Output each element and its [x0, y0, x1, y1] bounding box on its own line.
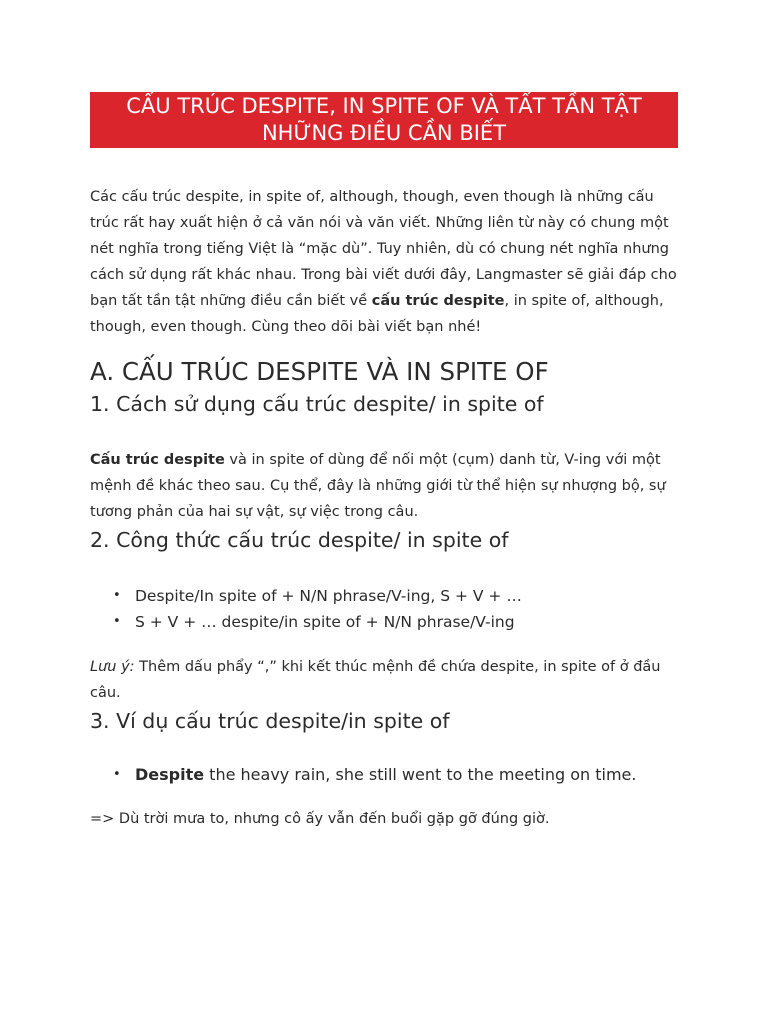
example-heading: 3. Ví dụ cấu trúc despite/in spite of [90, 709, 450, 733]
example-text: the heavy rain, she still went to the meeting on time. [204, 765, 637, 784]
example-list [90, 762, 678, 788]
section-a-heading: A. CẤU TRÚC DESPITE VÀ IN SPITE OF [90, 357, 549, 386]
usage-bold-keyword: Cấu trúc despite [90, 452, 225, 468]
example-translation: => Dù trời mưa to, nhưng cô ấy vẫn đến buổi gặp gỡ đúng giờ. [90, 811, 550, 827]
formula-text: Despite/In spite of + N/N phrase/V-ing, S + V + … [135, 587, 522, 605]
list-item [113, 609, 678, 635]
list-item [113, 762, 678, 788]
intro-paragraph [90, 184, 678, 340]
note-paragraph [90, 654, 678, 706]
intro-bold-keyword: cấu trúc despite [371, 293, 505, 309]
page-title [90, 92, 678, 148]
bullet-icon: • [113, 588, 121, 603]
formula-heading: 2. Công thức cấu trúc despite/ in spite of [90, 528, 509, 552]
intro-text-before: Các cấu trúc despite, in spite of, although, though, even though là những cấu trúc rất hay xuất hiện ở cả văn nói và văn viết. Những liên từ này có chung một nét nghĩa trong tiếng Việt là “mặc dù”. Tuy nhiên, dù có chung nét nghĩa nhưng cách sử dụng rất khác nhau. Trong bài viết dưới đây, Langmaster sẽ giải đáp cho bạn tất tần tật những điều cần biết về [90, 189, 677, 309]
usage-text: và in spite of dùng để nối một (cụm) danh từ, V-ing với một mệnh đề khác theo sau. Cụ thể, đây là những giới từ thể hiện sự nhượng bộ, sự tương phản của hai sự vật, sự việc trong câu. [90, 452, 666, 520]
usage-heading: 1. Cách sử dụng cấu trúc despite/ in spite of [90, 392, 544, 416]
list-item [113, 583, 678, 609]
bullet-icon: • [113, 614, 121, 629]
article [90, 92, 678, 832]
formula-text: S + V + … despite/in spite of + N/N phrase/V-ing [135, 613, 515, 631]
note-text: Thêm dấu phẩy “,” khi kết thúc mệnh đề chứa despite, in spite of ở đầu câu. [90, 659, 661, 701]
formula-list [90, 583, 678, 635]
example-bold-word: Despite [135, 765, 205, 784]
note-label: Lưu ý: [90, 659, 135, 675]
title-line-2: NHỮNG ĐIỀU CẦN BIẾT [261, 121, 507, 145]
intro-text-after: , in spite of, although, though, even though. Cùng theo dõi bài viết bạn nhé! [90, 293, 664, 335]
bullet-icon: • [113, 767, 121, 782]
usage-paragraph [90, 447, 678, 525]
title-line-1: CẤU TRÚC DESPITE, IN SPITE OF VÀ TẤT TẦN TẬT [126, 94, 642, 118]
